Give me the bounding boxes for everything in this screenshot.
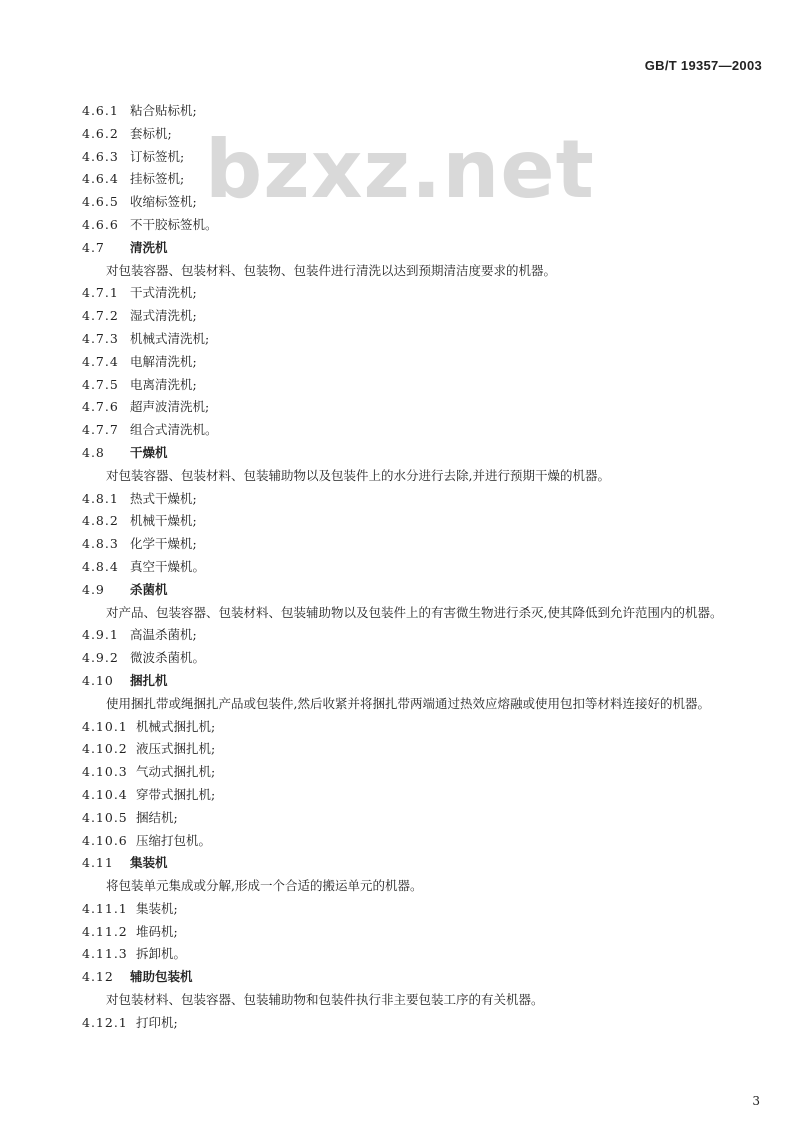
section-title: 捆扎机 (130, 672, 168, 688)
clause-number: 4.6.5 (82, 194, 119, 210)
clause-number: 4.12 (82, 969, 114, 985)
clause-item (82, 716, 772, 739)
clause-item (82, 510, 772, 533)
clause-item (82, 1012, 772, 1035)
section-heading (82, 852, 772, 875)
clause-paragraph: 对包装容器、包装材料、包装辅助物以及包装件上的水分进行去除,并进行预期干燥的机器。 (106, 467, 610, 483)
clause-number: 4.6.6 (82, 216, 119, 232)
clause-number: 4.9.1 (82, 627, 119, 643)
clause-text: 气动式捆扎机; (136, 764, 216, 780)
clause-number: 4.8 (82, 444, 105, 460)
clause-item (82, 328, 772, 351)
clause-number: 4.12.1 (82, 1014, 128, 1030)
section-heading (82, 966, 772, 989)
clause-number: 4.10.3 (82, 764, 128, 780)
clause-text: 液压式捆扎机; (136, 741, 216, 757)
clause-item (82, 533, 772, 556)
section-heading (82, 237, 772, 260)
clause-paragraph: 对包装容器、包装材料、包装物、包装件进行清洗以达到预期清洁度要求的机器。 (106, 262, 557, 278)
clause-item (82, 488, 772, 511)
clause-text: 高温杀菌机; (130, 627, 197, 643)
clause-text: 收缩标签机; (130, 194, 197, 210)
clause-text: 套标机; (130, 125, 172, 141)
clause-item (82, 396, 772, 419)
clause-number: 4.7.6 (82, 399, 119, 415)
clause-text: 捆结机; (136, 809, 178, 825)
clause-number: 4.7.2 (82, 308, 119, 324)
section-heading (82, 442, 772, 465)
clause-item (82, 214, 772, 237)
clause-text: 机械式捆扎机; (136, 718, 216, 734)
clause-item (82, 830, 772, 853)
clause-item (82, 305, 772, 328)
clause-item (82, 738, 772, 761)
clause-number: 4.11.2 (82, 923, 128, 939)
clause-text: 超声波清洗机; (130, 399, 210, 415)
clause-text: 机械干燥机; (130, 513, 197, 529)
section-title: 清洗机 (130, 239, 168, 255)
section-heading (82, 579, 772, 602)
clause-paragraph: 对产品、包装容器、包装材料、包装辅助物以及包装件上的有害微生物进行杀灭,使其降低到允许范围内的机器。 (106, 604, 723, 620)
clause-item (82, 784, 772, 807)
clause-text: 订标签机; (130, 148, 185, 164)
clause-paragraph: 对包装材料、包装容器、包装辅助物和包装件执行非主要包装工序的有关机器。 (106, 992, 544, 1008)
clause-text: 微波杀菌机。 (130, 650, 206, 666)
clause-item (82, 351, 772, 374)
clause-text: 热式干燥机; (130, 490, 197, 506)
clause-number: 4.9.2 (82, 650, 119, 666)
clause-text: 湿式清洗机; (130, 308, 197, 324)
watermark: bzxz.net (205, 123, 595, 216)
clause-text: 拆卸机。 (136, 946, 187, 962)
clause-number: 4.7.1 (82, 285, 119, 301)
clause-text: 电解清洗机; (130, 353, 197, 369)
clause-item (82, 898, 772, 921)
clause-paragraph: 将包装单元集成或分解,形成一个合适的搬运单元的机器。 (106, 878, 423, 894)
clause-text: 电离清洗机; (130, 376, 197, 392)
clause-number: 4.9 (82, 581, 105, 597)
document-body (82, 100, 772, 1035)
section-title: 辅助包装机 (130, 969, 193, 985)
clause-number: 4.6.1 (82, 103, 119, 118)
clause-number: 4.10 (82, 672, 114, 688)
section-title: 杀菌机 (130, 581, 168, 597)
clause-item (82, 943, 772, 966)
clause-number: 4.6.2 (82, 125, 119, 141)
clause-number: 4.7.7 (82, 422, 119, 438)
clause-number: 4.7.4 (82, 353, 119, 369)
clause-number: 4.11.1 (82, 900, 128, 916)
clause-text: 堆码机; (136, 923, 178, 939)
clause-item (82, 624, 772, 647)
clause-text: 真空干燥机。 (130, 558, 206, 574)
clause-item (82, 123, 772, 146)
clause-number: 4.11 (82, 855, 114, 871)
standard-code: GB/T 19357—2003 (644, 58, 762, 73)
clause-number: 4.6.3 (82, 148, 119, 164)
clause-number: 4.7.5 (82, 376, 119, 392)
clause-number: 4.8.1 (82, 490, 119, 506)
clause-number: 4.7 (82, 239, 105, 255)
clause-item (82, 647, 772, 670)
section-heading (82, 670, 772, 693)
clause-text: 不干胶标签机。 (130, 216, 218, 232)
clause-paragraph: 使用捆扎带或绳捆扎产品或包装件,然后收紧并将捆扎带两端通过热效应熔融或使用包扣等材料连接好的机器。 (106, 695, 710, 711)
clause-text: 粘合贴标机; (130, 103, 197, 118)
clause-number: 4.10.1 (82, 718, 128, 734)
clause-text: 干式清洗机; (130, 285, 197, 301)
clause-number: 4.11.3 (82, 946, 128, 962)
clause-number: 4.10.2 (82, 741, 128, 757)
clause-item (82, 556, 772, 579)
clause-number: 4.10.5 (82, 809, 128, 825)
clause-item (82, 807, 772, 830)
clause-number: 4.6.4 (82, 171, 119, 187)
clause-item (82, 761, 772, 784)
section-title: 干燥机 (130, 444, 168, 460)
clause-number: 4.8.2 (82, 513, 119, 529)
clause-number: 4.8.4 (82, 558, 119, 574)
clause-item (82, 374, 772, 397)
clause-text: 打印机; (136, 1014, 178, 1030)
clause-number: 4.10.4 (82, 786, 128, 802)
clause-number: 4.8.3 (82, 536, 119, 552)
section-title: 集装机 (130, 855, 168, 871)
clause-item (82, 100, 772, 123)
clause-text: 机械式清洗机; (130, 330, 210, 346)
clause-item (82, 146, 772, 169)
page-number: 3 (752, 1094, 760, 1108)
clause-text: 挂标签机; (130, 171, 185, 187)
clause-item (82, 168, 772, 191)
clause-item (82, 921, 772, 944)
clause-item (82, 191, 772, 214)
clause-number: 4.10.6 (82, 832, 128, 848)
clause-text: 化学干燥机; (130, 536, 197, 552)
clause-text: 组合式清洗机。 (130, 422, 218, 438)
clause-text: 压缩打包机。 (136, 832, 212, 848)
clause-item (82, 419, 772, 442)
clause-text: 穿带式捆扎机; (136, 786, 216, 802)
clause-text: 集装机; (136, 900, 178, 916)
clause-item (82, 282, 772, 305)
clause-number: 4.7.3 (82, 330, 119, 346)
